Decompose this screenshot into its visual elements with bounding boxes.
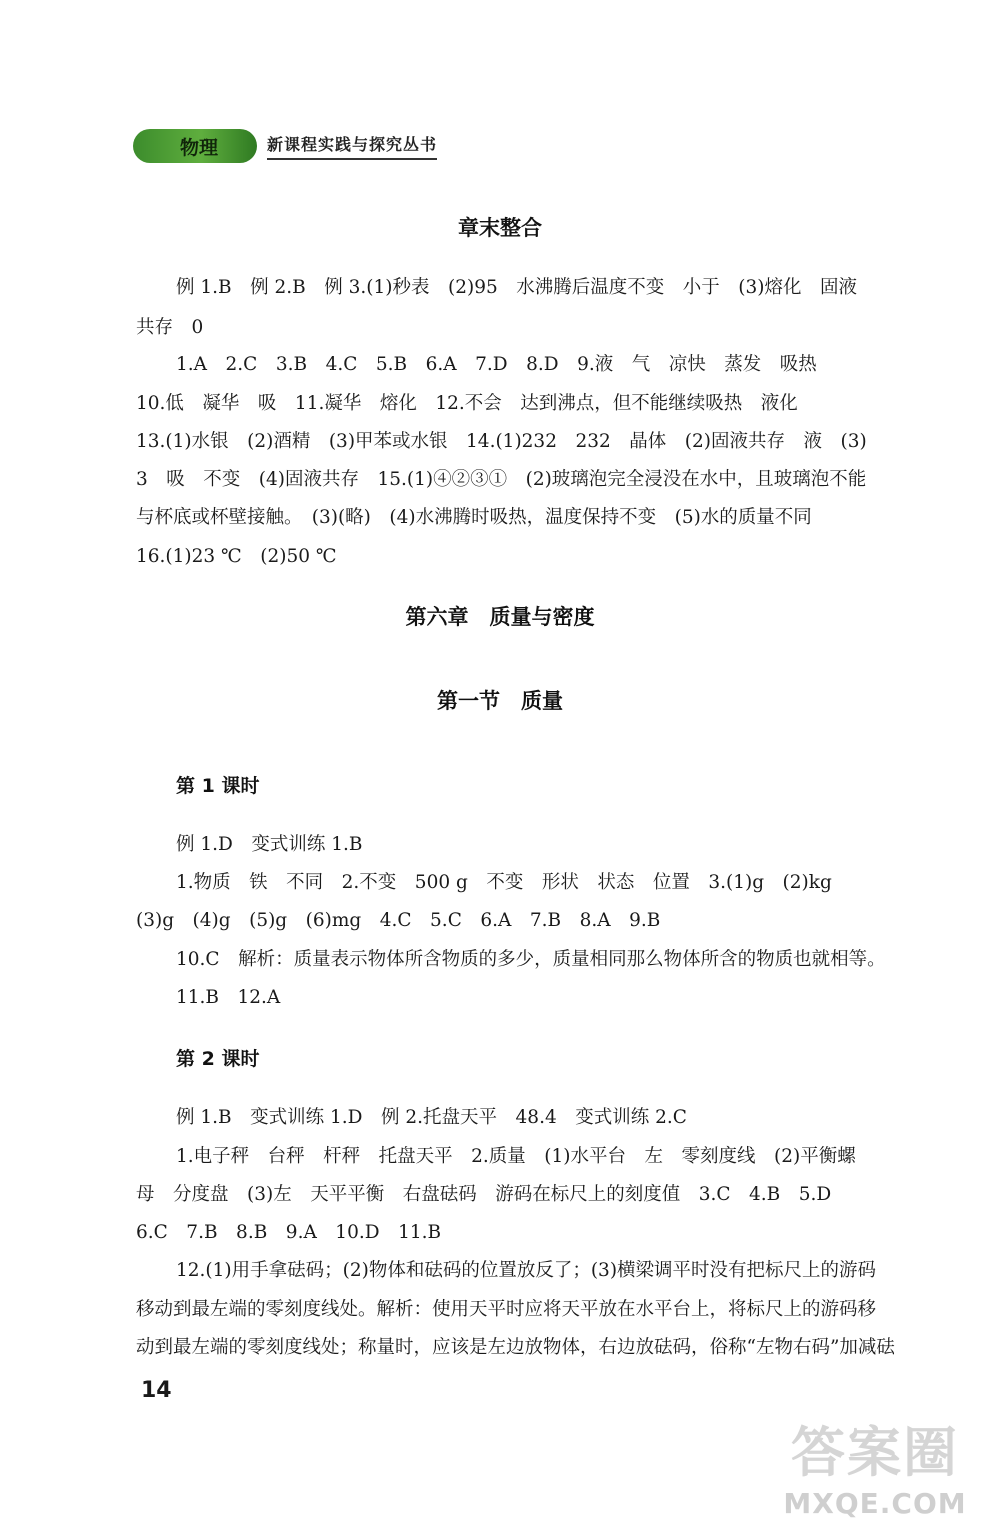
answer-line: 16.(1)23 ℃ (2)50 ℃ [136,546,337,567]
watermark-site: MXQE.COM [783,1487,967,1520]
lesson-1-title: 第 1 课时 [176,775,260,797]
answer-line: 例 1.D 变式训练 1.B [176,834,363,855]
series-title: 新课程实践与探究丛书 [267,132,437,160]
answer-line: 10.C 解析：质量表示物体所含物质的多少，质量相同那么物体所含的物质也就相等。 [176,949,886,970]
answer-line: 1.物质 铁 不同 2.不变 500 g 不变 形状 状态 位置 3.(1)g (2)kg [176,872,832,893]
answer-line: 13.(1)水银 (2)酒精 (3)甲苯或水银 14.(1)232 232 晶体 (2)固液共存 液 (3) [136,431,867,452]
answer-line: 11.B 12.A [176,987,281,1008]
answer-line: 1.电子秤 台秤 杆秤 托盘天平 2.质量 (1)水平台 左 零刻度线 (2)平衡螺 [176,1146,856,1167]
answer-line: 移动到最左端的零刻度线处。解析：使用天平时应将天平放在水平台上，将标尺上的游码移 [136,1299,877,1320]
watermark-logo: 答案圈 [791,1421,959,1484]
book-header [133,128,437,164]
section-end-title: 章末整合 [458,216,542,240]
chapter-title: 第六章 质量与密度 [405,605,595,629]
answer-line: 3 吸 不变 (4)固液共存 15.(1)④②③① (2)玻璃泡完全浸没在水中，且玻璃泡不能 [136,469,867,490]
answer-line: 动到最左端的零刻度线处；称量时，应该是左边放物体，右边放砝码，俗称“左物右码”加减砝 [136,1337,895,1358]
lesson-2-title: 第 2 课时 [176,1048,260,1070]
answer-line: 6.C 7.B 8.B 9.A 10.D 11.B [136,1222,442,1243]
answer-line: 母 分度盘 (3)左 天平平衡 右盘砝码 游码在标尺上的刻度值 3.C 4.B 5.D [136,1184,832,1205]
watermark [770,1410,980,1520]
subject-badge: 物理 [133,129,257,163]
answer-line: 12.(1)用手拿砝码；(2)物体和砝码的位置放反了；(3)横梁调平时没有把标尺上的游码 [176,1260,877,1281]
answer-line: 共存 0 [136,317,204,338]
answer-line: 与杯底或杯壁接触。 (3)(略) (4)水沸腾时吸热，温度保持不变 (5)水的质量不同 [136,507,812,528]
answer-line: (3)g (4)g (5)g (6)mg 4.C 5.C 6.A 7.B 8.A 9.B [136,910,661,931]
section-title: 第一节 质量 [437,689,563,713]
answer-line: 1.A 2.C 3.B 4.C 5.B 6.A 7.D 8.D 9.液 气 凉快 蒸发 吸热 [176,354,817,375]
answer-line: 10.低 凝华 吸 11.凝华 熔化 12.不会 达到沸点，但不能继续吸热 液化 [136,393,798,414]
answer-line: 例 1.B 例 2.B 例 3.(1)秒表 (2)95 水沸腾后温度不变 小于 (3)熔化 固液 [176,277,857,298]
page-number: 14 [141,1378,172,1403]
answer-line: 例 1.B 变式训练 1.D 例 2.托盘天平 48.4 变式训练 2.C [176,1107,687,1128]
